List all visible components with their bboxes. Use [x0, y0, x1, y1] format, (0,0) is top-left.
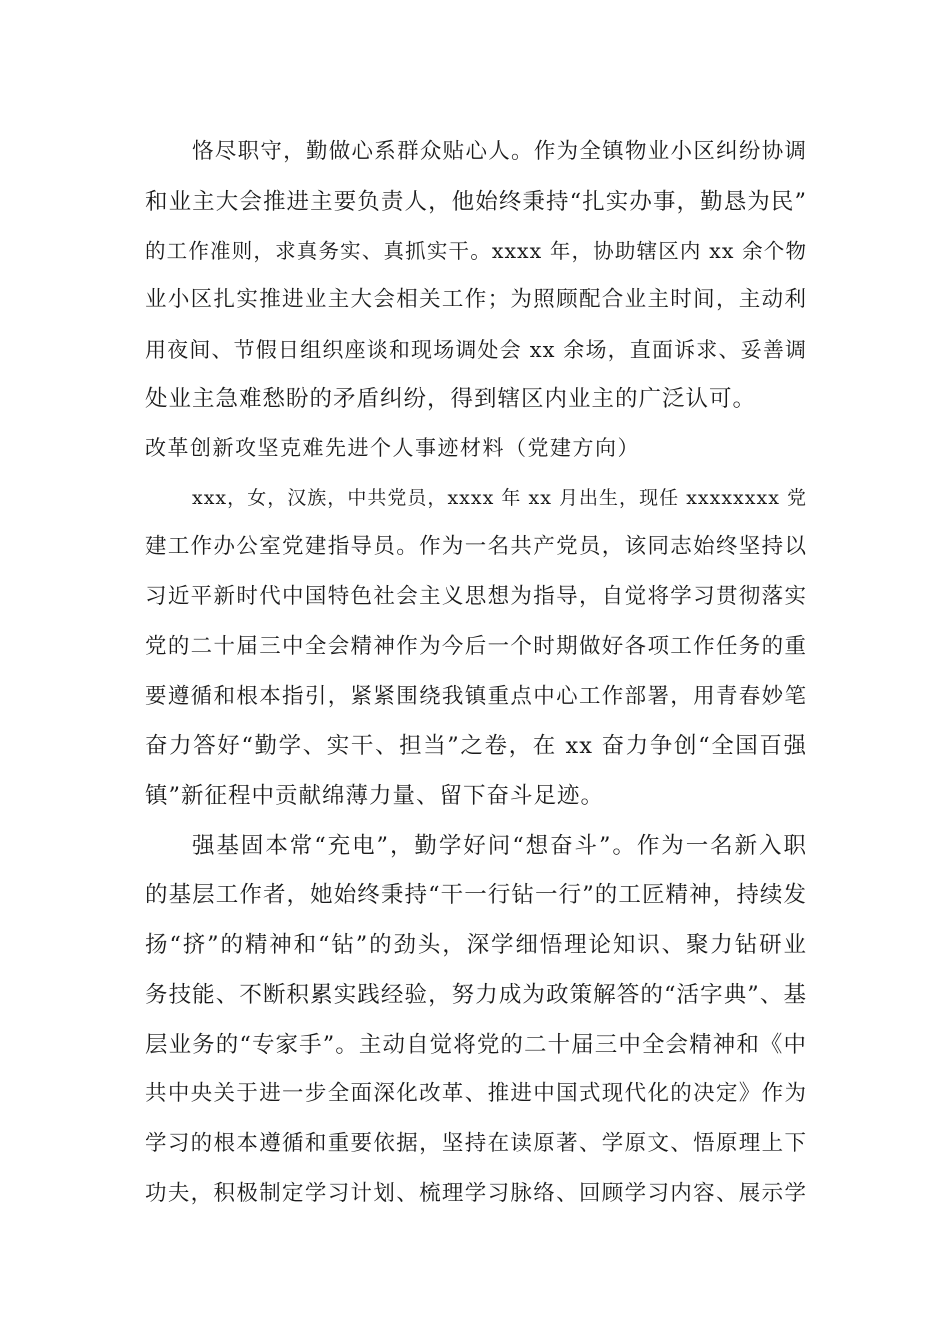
paragraph-1-line-5: 用夜间、节假日组织座谈和现场调处会 xx 余场，直面诉求、妥善调: [145, 338, 807, 362]
paragraph-3-line-8: 功夫，积极制定学习计划、梳理学习脉络、回顾学习内容、展示学: [145, 1181, 807, 1206]
paragraph-1-line-2: 和业主大会推进主要负责人，他始终秉持“扎实办事，勤恳为民”: [145, 189, 807, 215]
paragraph-3-line-3: 扬“挤”的精神和“钻”的劲头，深学细悟理论知识、聚力钻研业: [145, 932, 807, 958]
paragraph-3-line-1: 强基固本常“充电”，勤学好问“想奋斗”。作为一名新入职: [192, 833, 807, 859]
paragraph-2-line-7: 镇”新征程中贡献绵薄力量、留下奋斗足迹。: [145, 783, 605, 809]
paragraph-3-line-7: 学习的根本遵循和重要依据，坚持在读原著、学原文、悟原理上下: [145, 1131, 807, 1156]
paragraph-1-line-1: 恪尽职守，勤做心系群众贴心人。作为全镇物业小区纠纷协调: [192, 139, 807, 164]
paragraph-3-line-6: 共中央关于进一步全面深化改革、推进中国式现代化的决定》作为: [145, 1081, 807, 1106]
paragraph-1-line-6: 处业主急难愁盼的矛盾纠纷，得到辖区内业主的广泛认可。: [145, 386, 757, 412]
paragraph-2-line-3: 习近平新时代中国特色社会主义思想为指导，自觉将学习贯彻落实: [145, 584, 807, 609]
paragraph-2-line-5: 要遵循和根本指引，紧紧围绕我镇重点中心工作部署，用青春妙笔: [145, 684, 807, 709]
paragraph-1-line-3: 的工作准则，求真务实、真抓实干。xxxx 年，协助辖区内 xx 余个物: [145, 239, 807, 263]
section-title: 改革创新攻坚克难先进个人事迹材料（党建方向）: [145, 436, 640, 460]
paragraph-1-line-4: 业小区扎实推进业主大会相关工作；为照顾配合业主时间，主动利: [145, 287, 807, 312]
paragraph-3-line-5: 层业务的“专家手”。主动自觉将党的二十届三中全会精神和《中: [145, 1032, 807, 1058]
paragraph-2-line-4: 党的二十届三中全会精神作为今后一个时期做好各项工作任务的重: [145, 634, 807, 659]
paragraph-2-line-1: xxx，女，汉族，中共党员，xxxx 年 xx 月出生，现任 xxxxxxxx 党: [192, 487, 807, 509]
paragraph-2-line-2: 建工作办公室党建指导员。作为一名共产党员，该同志始终坚持以: [145, 534, 807, 559]
paragraph-3-line-2: 的基层工作者，她始终秉持“干一行钻一行”的工匠精神，持续发: [145, 882, 807, 908]
paragraph-2-line-6: 奋力答好“勤学、实干、担当”之卷，在 xx 奋力争创“全国百强: [145, 733, 807, 759]
paragraph-3-line-4: 务技能、不断积累实践经验，努力成为政策解答的“活字典”、基: [145, 982, 807, 1008]
